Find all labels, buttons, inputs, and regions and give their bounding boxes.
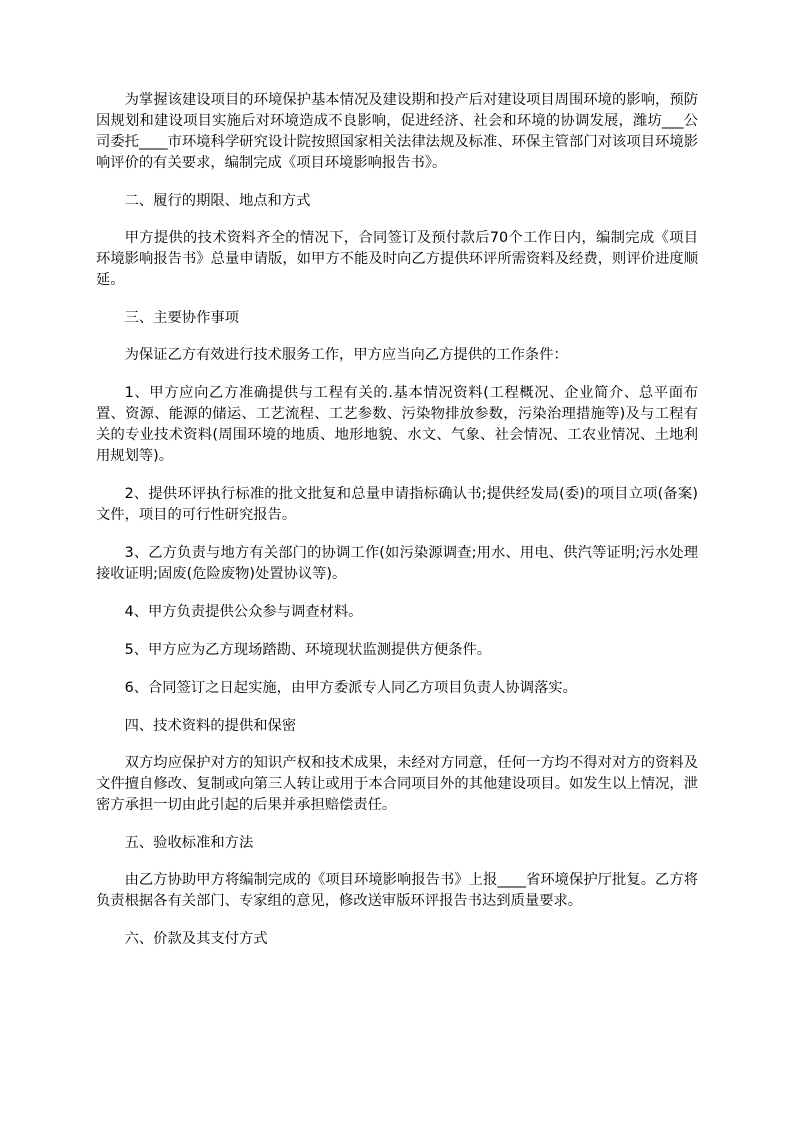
paragraph-confidentiality: 双方均应保护对方的知识产权和技术成果，未经对方同意，任何一方均不得对对方的资料及文件擅自修改、复制或向第三人转让或用于本合同项目外的其他建设项目。如发生以上情况，泄密方承担一切由此引起的后果并承担赔偿责任。	[96, 755, 698, 813]
list-item-6: 6、合同签订之日起实施，由甲方委派专人同乙方项目负责人协调落实。	[124, 680, 577, 696]
paragraph-acceptance: 由乙方协助甲方将编制完成的《项目环境影响报告书》上报____省环境保护厅批复。乙方将负责根据各有关部门、专家组的意见，修改送审版环评报告书达到质量要求。	[96, 872, 698, 909]
list-item-2: 2、提供环评执行标准的批文批复和总量申请指标确认书;提供经发局(委)的项目立项(备案)文件，项目的可行性研究报告。	[96, 486, 698, 523]
paragraph-purpose: 为掌握该建设项目的环境保护基本情况及建设期和投产后对建设项目周围环境的影响，预防因规划和建设项目实施后对环境造成不良影响，促进经济、社会和环境的协调发展，潍坊___公司委托____市环境科学研究设计院按照国家相关法律法规及标准、环保主管部门对该项目环境影响评价的有关要求，编制完成《项目环境影响报告书》。	[96, 92, 698, 171]
list-item-5: 5、甲方应为乙方现场踏勘、环境现状监测提供方便条件。	[124, 642, 492, 658]
document-body	[96, 90, 698, 966]
section-heading-cooperation: 三、主要协作事项	[124, 310, 239, 326]
list-item-3: 3、乙方负责与地方有关部门的协调工作(如污染源调查;用水、用电、供汽等证明;污水处理接收证明;固废(危险废物)处置协议等)。	[96, 545, 698, 582]
section-heading-acceptance: 五、验收标准和方法	[124, 835, 254, 851]
paragraph-deadline: 甲方提供的技术资料齐全的情况下，合同签订及预付款后70个工作日内，编制完成《项目环境影响报告书》总量申请版，如甲方不能及时向乙方提供环评所需资料及经费，则评价进度顺延。	[96, 230, 698, 288]
section-heading-payment: 六、价款及其支付方式	[124, 931, 268, 947]
list-item-1: 1、甲方应向乙方准确提供与工程有关的.基本情况资料(工程概况、企业简介、总平面布置、资源、能源的储运、工艺流程、工艺参数、污染物排放参数，污染治理措施等)及与工程有关的专业技术资料(周围环境的地质、地形地貌、水文、气象、社会情况、工农业情况、土地利用规划等)。	[96, 385, 698, 464]
paragraph-work-conditions: 为保证乙方有效进行技术服务工作，甲方应当向乙方提供的工作条件：	[124, 347, 568, 363]
section-heading-confidentiality: 四、技术资料的提供和保密	[124, 718, 297, 734]
list-item-4: 4、甲方负责提供公众参与调查材料。	[124, 604, 363, 620]
section-heading-term-place-method: 二、履行的期限、地点和方式	[124, 193, 311, 209]
